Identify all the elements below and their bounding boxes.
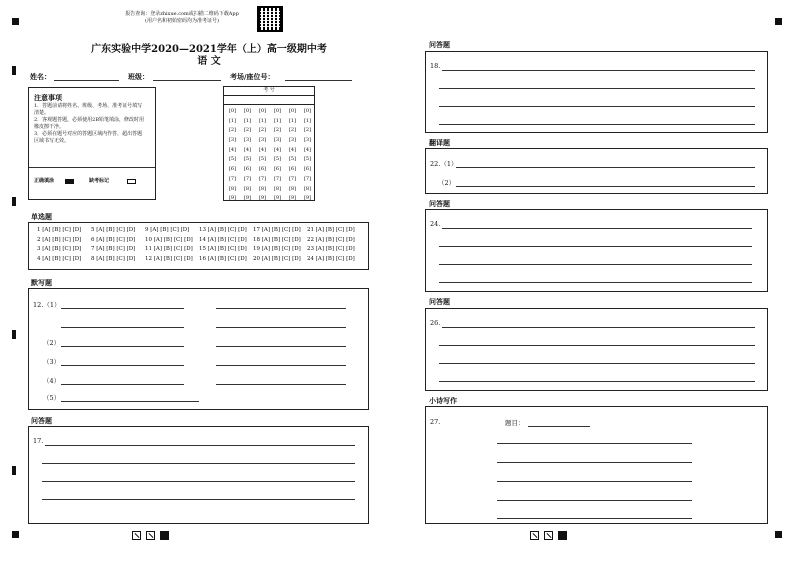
name-label: 姓名： xyxy=(30,73,51,81)
class-label: 班级： xyxy=(128,73,149,81)
answer-line[interactable] xyxy=(45,445,355,446)
answer-line[interactable] xyxy=(439,282,752,283)
exam-id-digit-bubble[interactable]: [3] xyxy=(288,137,297,144)
mc-question-option-row[interactable]: 19 [A] [B] [C] [D] xyxy=(253,246,301,252)
exam-id-column xyxy=(241,107,254,204)
answer-line[interactable] xyxy=(497,518,692,519)
exam-id-digit-bubble[interactable]: [9] xyxy=(273,195,282,202)
exam-id-digit-bubble[interactable]: [4] xyxy=(273,146,282,153)
q27-label: 27. xyxy=(430,418,441,426)
exam-id-digit-bubble[interactable]: [3] xyxy=(243,137,252,144)
exam-id-digit-bubble[interactable]: [6] xyxy=(228,166,237,173)
exam-id-digit-bubble[interactable]: [9] xyxy=(228,195,237,202)
mc-question-option-row[interactable]: 9 [A] [B] [C] [D] xyxy=(145,227,190,233)
exam-id-digit-bubble[interactable]: [1] xyxy=(288,117,297,124)
answer-line[interactable] xyxy=(42,463,355,464)
answer-line[interactable] xyxy=(61,365,184,366)
answer-line[interactable] xyxy=(439,381,755,382)
answer-line[interactable] xyxy=(439,363,755,364)
notes-divider xyxy=(29,167,155,168)
report-notice xyxy=(112,11,252,25)
mc-question-option-row[interactable]: 2 [A] [B] [C] [D] xyxy=(37,236,82,243)
answer-line[interactable] xyxy=(456,186,755,187)
exam-id-digit-bubble[interactable]: [2] xyxy=(273,127,282,134)
exam-id-digit-bubble[interactable]: [1] xyxy=(258,117,267,124)
notes-title: 注意事项 xyxy=(34,94,62,102)
answer-line[interactable] xyxy=(216,365,346,366)
mc-question-option-row[interactable]: 21 [A] [B] [C] [D] xyxy=(307,227,355,233)
mc-question-option-row[interactable]: 10 [A] [B] [C] [D] xyxy=(145,236,193,243)
mc-question-option-row[interactable]: 13 [A] [B] [C] [D] xyxy=(199,227,247,233)
section-qa4-title: 问答题 xyxy=(429,298,450,306)
mc-question-option-row[interactable]: 11 [A] [B] [C] [D] xyxy=(145,246,193,252)
q12-part-4-label: （4） xyxy=(43,377,61,385)
answer-line[interactable] xyxy=(216,346,346,347)
mc-box xyxy=(28,222,369,270)
exam-id-digit-bubble[interactable]: [8] xyxy=(273,185,282,192)
answer-line[interactable] xyxy=(439,124,755,125)
section-qa1-title: 问答题 xyxy=(31,417,52,425)
answer-line[interactable] xyxy=(439,106,755,107)
page-mark xyxy=(146,531,155,540)
q22-box xyxy=(425,148,768,194)
q12-part-3-label: （3） xyxy=(43,358,61,366)
mc-question-option-row[interactable]: 22 [A] [B] [C] [D] xyxy=(307,236,355,243)
mc-question-option-row[interactable]: 8 [A] [B] [C] [D] xyxy=(91,255,136,262)
answer-line[interactable] xyxy=(497,481,692,482)
q12-part-2-label: （2） xyxy=(43,339,61,347)
page-mark xyxy=(558,531,567,540)
note-item: 1．答题前请将姓名、班级、考场、准考证号填写清楚。 xyxy=(34,103,143,116)
exam-id-digit-bubble[interactable]: [9] xyxy=(258,195,267,202)
exam-id-digit-bubble[interactable]: [7] xyxy=(228,175,237,182)
answer-line[interactable] xyxy=(497,500,692,501)
answer-line[interactable] xyxy=(42,481,355,482)
exam-title: 广东实验中学2020—2021学年（上）高一级期中考 xyxy=(91,44,327,55)
answer-line[interactable] xyxy=(61,346,184,347)
exam-id-digit-bubble[interactable]: [4] xyxy=(243,146,252,153)
section-qa2-title: 问答题 xyxy=(429,41,450,49)
exam-id-column xyxy=(226,107,239,204)
absent-mark-box[interactable] xyxy=(127,179,136,184)
q22-part-1-label: 22.（1） xyxy=(430,160,458,168)
mc-question-option-row[interactable]: 7 [A] [B] [C] [D] xyxy=(91,246,136,252)
mc-question-option-row[interactable]: 14 [A] [B] [C] [D] xyxy=(199,236,247,243)
q24-box xyxy=(425,209,768,292)
exam-id-digit-bubble[interactable]: [0] xyxy=(303,108,312,114)
notice-line-1: 报告查询：登录zhixue.com或扫描二维码下载App xyxy=(125,11,239,17)
corner-mark-tr xyxy=(775,18,782,25)
section-mc-title: 单选题 xyxy=(31,213,52,221)
mc-question-option-row[interactable]: 4 [A] [B] [C] [D] xyxy=(37,255,82,262)
exam-id-digit-bubble[interactable]: [2] xyxy=(228,127,237,134)
section-poem-title: 小诗写作 xyxy=(429,397,457,405)
notes-box xyxy=(28,87,156,200)
exam-id-digit-bubble[interactable]: [5] xyxy=(228,156,237,163)
answer-line[interactable] xyxy=(61,384,184,385)
exam-id-digit-bubble[interactable]: [5] xyxy=(273,156,282,163)
exam-id-digit-bubble[interactable]: [1] xyxy=(243,117,252,124)
exam-id-digit-bubble[interactable]: [9] xyxy=(303,195,312,202)
name-field[interactable] xyxy=(54,80,119,81)
answer-line[interactable] xyxy=(216,308,346,309)
exam-id-digit-bubble[interactable]: [4] xyxy=(303,146,312,153)
q12-part-5-label: （5） xyxy=(43,394,61,402)
notice-line-2: (用户名和初始密码均为准考证号) xyxy=(145,18,219,24)
mc-question-option-row[interactable]: 17 [A] [B] [C] [D] xyxy=(253,227,301,233)
answer-line[interactable] xyxy=(497,462,692,463)
note-item: 2．客观题答题，必须使用2B铅笔填涂，修改时用橡皮擦干净。 xyxy=(34,117,145,130)
answer-line[interactable] xyxy=(216,327,346,328)
exam-id-digit-bubble[interactable]: [1] xyxy=(303,117,312,124)
answer-line[interactable] xyxy=(497,443,692,444)
answer-line[interactable] xyxy=(442,228,752,229)
exam-id-column xyxy=(256,107,269,204)
exam-id-digit-bubble[interactable]: [8] xyxy=(243,185,252,192)
q24-label: 24. xyxy=(430,220,441,228)
exam-id-digit-bubble[interactable]: [6] xyxy=(303,166,312,173)
exam-id-digits-header-row xyxy=(224,96,314,105)
mc-question-option-row[interactable]: 15 [A] [B] [C] [D] xyxy=(199,246,247,252)
exam-id-digit-bubble[interactable]: [7] xyxy=(288,175,297,182)
exam-id-digit-bubble[interactable]: [8] xyxy=(228,185,237,192)
exam-id-column xyxy=(271,107,284,204)
exam-id-digit-bubble[interactable]: [1] xyxy=(273,117,282,124)
side-mark xyxy=(12,330,16,339)
exam-id-digit-bubble[interactable]: [3] xyxy=(303,137,312,144)
correct-fill-sample xyxy=(65,179,74,184)
exam-id-digit-bubble[interactable]: [8] xyxy=(288,185,297,192)
page-mark xyxy=(132,531,141,540)
exam-id-digit-bubble[interactable]: [0] xyxy=(258,108,267,114)
q26-box xyxy=(425,308,768,391)
exam-id-digit-bubble[interactable]: [3] xyxy=(228,137,237,144)
exam-id-digit-bubble[interactable]: [2] xyxy=(303,127,312,134)
exam-id-digit-bubble[interactable]: [2] xyxy=(258,127,267,134)
exam-id-digit-bubble[interactable]: [6] xyxy=(243,166,252,173)
subject-title: 语 文 xyxy=(197,56,221,67)
answer-line[interactable] xyxy=(42,499,355,500)
exam-id-digit-bubble[interactable]: [8] xyxy=(303,185,312,192)
topic-field[interactable] xyxy=(528,426,590,427)
exam-id-header: 考 号 xyxy=(224,87,314,96)
q12-label: 12.（1） xyxy=(33,301,61,309)
answer-line[interactable] xyxy=(439,345,755,346)
exam-id-digit-bubble[interactable]: [0] xyxy=(273,108,282,114)
side-mark xyxy=(12,466,16,475)
answer-line[interactable] xyxy=(61,308,184,309)
seat-label: 考场/座位号： xyxy=(230,73,275,81)
answer-line[interactable] xyxy=(442,70,755,71)
answer-line[interactable] xyxy=(216,384,346,385)
exam-id-grid xyxy=(223,86,315,201)
seat-field[interactable] xyxy=(285,80,352,81)
answer-line[interactable] xyxy=(439,88,755,89)
answer-line[interactable] xyxy=(61,327,184,328)
answer-line[interactable] xyxy=(439,264,752,265)
qr-code xyxy=(257,6,283,32)
mc-question-option-row[interactable]: 3 [A] [B] [C] [D] xyxy=(37,246,82,252)
q17-label: 17. xyxy=(33,437,44,445)
exam-id-digit-bubble[interactable]: [9] xyxy=(243,195,252,202)
exam-id-digit-bubble[interactable]: [2] xyxy=(243,127,252,134)
mc-question-option-row[interactable]: 18 [A] [B] [C] [D] xyxy=(253,236,301,243)
mc-question-option-row[interactable]: 1 [A] [B] [C] [D] xyxy=(37,227,82,233)
exam-id-digit-bubble[interactable]: [0] xyxy=(288,108,297,114)
exam-id-digit-bubble[interactable]: [4] xyxy=(228,146,237,153)
side-mark xyxy=(12,197,16,206)
mc-question-option-row[interactable]: 23 [A] [B] [C] [D] xyxy=(307,246,355,252)
exam-id-digit-bubble[interactable]: [0] xyxy=(243,108,252,114)
exam-id-digit-bubble[interactable]: [7] xyxy=(273,175,282,182)
q18-box xyxy=(425,51,768,133)
exam-id-digit-bubble[interactable]: [2] xyxy=(288,127,297,134)
section-qa3-title: 问答题 xyxy=(429,200,450,208)
exam-id-digit-bubble[interactable]: [0] xyxy=(228,108,237,114)
exam-id-digit-bubble[interactable]: [8] xyxy=(258,185,267,192)
q27-box xyxy=(425,406,768,524)
notes-list xyxy=(34,103,146,145)
class-field[interactable] xyxy=(153,80,221,81)
exam-id-digit-bubble[interactable]: [7] xyxy=(303,175,312,182)
page-mark xyxy=(160,531,169,540)
exam-id-digit-bubble[interactable]: [6] xyxy=(288,166,297,173)
exam-id-digit-bubble[interactable]: [6] xyxy=(258,166,267,173)
topic-label: 题目： xyxy=(505,419,525,427)
exam-id-digit-bubble[interactable]: [6] xyxy=(273,166,282,173)
mc-question-option-row[interactable]: 20 [A] [B] [C] [D] xyxy=(253,255,301,262)
corner-mark-br xyxy=(775,531,782,538)
corner-mark-bl xyxy=(12,531,19,538)
exam-id-digit-bubble[interactable]: [4] xyxy=(288,146,297,153)
section-dictation-title: 默写题 xyxy=(31,279,52,287)
exam-id-digit-bubble[interactable]: [9] xyxy=(288,195,297,202)
answer-line[interactable] xyxy=(456,167,755,168)
absent-mark-label: 缺考标记 xyxy=(89,178,110,184)
mc-question-option-row[interactable]: 5 [A] [B] [C] [D] xyxy=(91,227,136,233)
dictation-box xyxy=(28,288,369,410)
exam-id-digit-bubble[interactable]: [7] xyxy=(258,175,267,182)
page-mark xyxy=(530,531,539,540)
mc-question-option-row[interactable]: 12 [A] [B] [C] [D] xyxy=(145,255,193,262)
exam-id-digit-bubble[interactable]: [5] xyxy=(303,156,312,163)
exam-id-column xyxy=(301,107,314,204)
section-translate-title: 翻译题 xyxy=(429,139,450,147)
exam-id-digit-bubble[interactable]: [4] xyxy=(258,146,267,153)
q26-label: 26. xyxy=(430,319,441,327)
mc-question-option-row[interactable]: 6 [A] [B] [C] [D] xyxy=(91,236,136,243)
exam-id-digit-bubble[interactable]: [5] xyxy=(243,156,252,163)
exam-id-digit-bubble[interactable]: [5] xyxy=(288,156,297,163)
q17-box xyxy=(28,426,369,524)
side-mark xyxy=(12,66,16,75)
mc-question-option-row[interactable]: 24 [A] [B] [C] [D] xyxy=(307,255,355,262)
answer-line[interactable] xyxy=(439,246,752,247)
q18-label: 18. xyxy=(430,62,441,70)
exam-id-digit-bubble[interactable]: [5] xyxy=(258,156,267,163)
note-item: 3．必须在题号对应的答题区域内作答，超出答题区域书写无效。 xyxy=(34,131,143,144)
exam-id-digit-bubble[interactable]: [1] xyxy=(228,117,237,124)
exam-id-column xyxy=(286,107,299,204)
q22-part-2-label: （2） xyxy=(438,179,456,187)
exam-id-digit-bubble[interactable]: [3] xyxy=(258,137,267,144)
corner-mark-tl xyxy=(12,18,19,25)
page-mark xyxy=(544,531,553,540)
answer-line[interactable] xyxy=(61,401,199,402)
exam-id-digit-bubble[interactable]: [3] xyxy=(273,137,282,144)
correct-fill-label: 正确填涂 xyxy=(34,178,55,184)
exam-id-digit-bubble[interactable]: [7] xyxy=(243,175,252,182)
mc-question-option-row[interactable]: 16 [A] [B] [C] [D] xyxy=(199,255,247,262)
answer-line[interactable] xyxy=(442,327,755,328)
